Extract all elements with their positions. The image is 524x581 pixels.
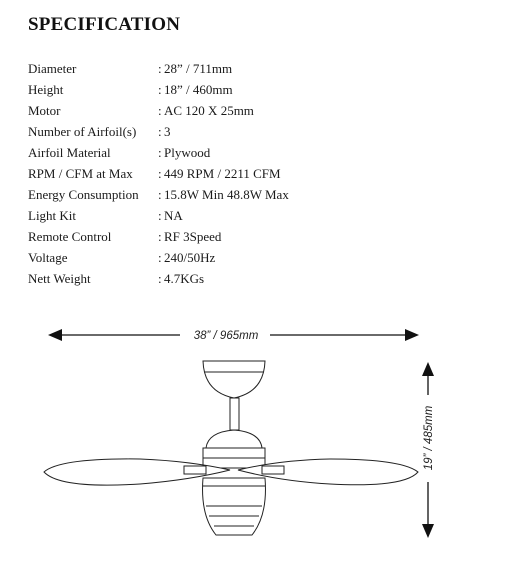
spec-value: NA: [164, 207, 183, 223]
spec-separator: :: [158, 144, 162, 160]
spec-separator: :: [158, 186, 162, 202]
spec-key: Number of Airfoil(s): [28, 123, 137, 139]
spec-separator: :: [158, 102, 162, 118]
spec-key: Voltage: [28, 249, 68, 265]
arrow-down-icon: [422, 524, 434, 538]
height-dimension: [422, 362, 435, 538]
spec-key: Airfoil Material: [28, 144, 111, 160]
spec-separator: :: [158, 207, 162, 223]
spec-key: Remote Control: [28, 228, 112, 244]
spec-key: Diameter: [28, 60, 77, 76]
spec-value: 240/50Hz: [164, 249, 216, 265]
spec-value: 449 RPM / 2211 CFM: [164, 165, 281, 181]
spec-key: Height: [28, 81, 64, 97]
spec-separator: :: [158, 81, 162, 97]
spec-value: 3: [164, 123, 171, 139]
spec-key: RPM / CFM at Max: [28, 165, 133, 181]
spec-value: Plywood: [164, 144, 211, 160]
spec-separator: :: [158, 228, 162, 244]
spec-separator: :: [158, 60, 162, 76]
spec-key: Nett Weight: [28, 270, 91, 286]
spec-separator: :: [158, 165, 162, 181]
ceiling-fan-icon: [44, 361, 418, 535]
height-label: 19” / 485mm: [423, 405, 435, 471]
spec-value: 15.8W Min 48.8W Max: [164, 186, 289, 202]
spec-value: 28” / 711mm: [164, 60, 233, 76]
width-label: 38” / 965mm: [193, 330, 259, 342]
arrow-up-icon: [422, 362, 434, 376]
spec-title: SPECIFICATION: [28, 14, 181, 35]
spec-value: 4.7KGs: [164, 270, 205, 286]
spec-value: AC 120 X 25mm: [164, 102, 254, 118]
spec-separator: :: [158, 270, 162, 286]
arrow-right-icon: [405, 329, 419, 341]
spec-key: Light Kit: [28, 207, 77, 223]
spec-separator: :: [158, 249, 162, 265]
spec-value: RF 3Speed: [164, 228, 222, 244]
spec-separator: :: [158, 123, 162, 139]
spec-key: Energy Consumption: [28, 186, 139, 202]
spec-value: 18” / 460mm: [164, 81, 233, 97]
arrow-left-icon: [48, 329, 62, 341]
spec-key: Motor: [28, 102, 61, 118]
width-dimension: [48, 329, 419, 342]
